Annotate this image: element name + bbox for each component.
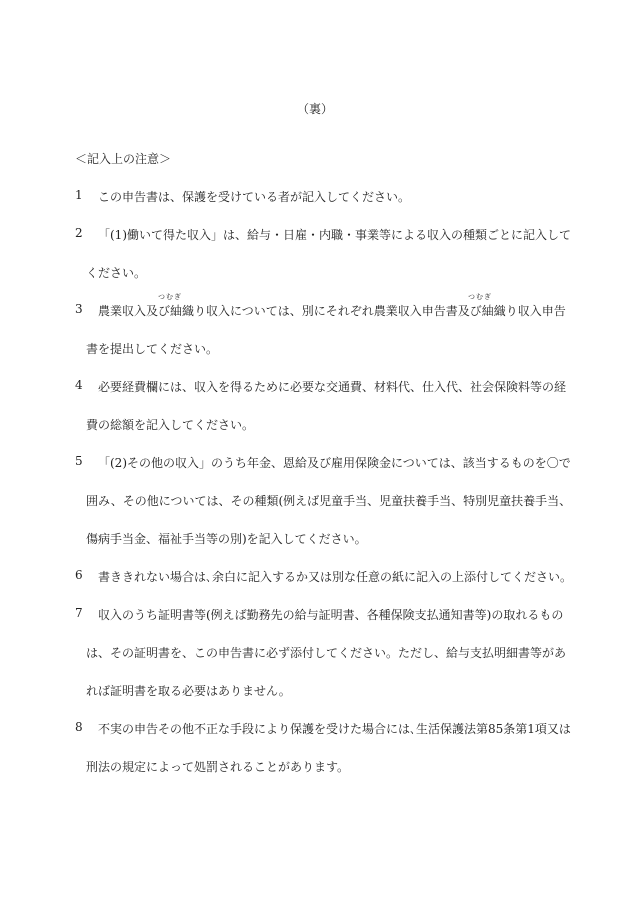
note-5-line-2: 囲み、その他については、その種類(例えば児童手当、児童扶養手当、特別児童扶養手当、	[86, 494, 572, 508]
note-8-number: 8	[75, 720, 83, 734]
note-8-line-1: 不実の申告その他不正な手段により保護を受けた場合には､生活保護法第85条第1項又は	[98, 722, 571, 736]
note-8-line-2: 刑法の規定によって処罰されることがあります。	[86, 760, 350, 774]
note-7-line-3: れば証明書を取る必要はありません。	[86, 684, 291, 698]
note-4-line-2: 費の総額を記入してください。	[86, 418, 255, 432]
note-3-ruby-2: つむぎ	[468, 293, 492, 301]
note-5-line-3: 傷病手当金、福祉手当等の別)を記入してください。	[86, 532, 367, 546]
note-7-line-2: は、その証明書を、この申告書に必ず添付してください。ただし、給与支払明細書等があ	[86, 646, 567, 660]
note-7-number: 7	[75, 606, 83, 620]
notes-heading: ＜記入上の注意＞	[75, 152, 172, 166]
note-5-number: 5	[75, 454, 83, 468]
note-6-line-1: 書ききれない場合は､余白に記入するか又は別な任意の紙に記入の上添付してください。	[98, 570, 573, 584]
note-2-line-1: 「(1)働いて得た収入」は、給与・日雇・内職・事業等による収入の種類ごとに記入して	[98, 228, 572, 242]
note-7-line-1: 収入のうち証明書等(例えば勤務先の給与証明書、各種保険支払通知書等)の取れるもの	[98, 608, 564, 622]
note-3-line-2: 書を提出してください。	[86, 342, 219, 356]
note-3-number: 3	[75, 302, 83, 316]
note-4-number: 4	[75, 378, 83, 392]
note-1-number: 1	[75, 188, 83, 202]
note-2-number: 2	[75, 226, 83, 240]
note-2-line-2: ください。	[86, 266, 147, 280]
note-3-line-1: 農業収入及び紬織り収入については、別にそれぞれ農業収入申告書及び紬織り収入申告	[98, 304, 566, 318]
note-4-line-1: 必要経費欄には、収入を得るために必要な交通費、材料代、仕入代、社会保険料等の経	[98, 380, 567, 394]
back-side-mark: （裏）	[296, 102, 333, 116]
note-6-number: 6	[75, 568, 83, 582]
note-3-ruby-1: つむぎ	[158, 293, 182, 301]
note-1-line-1: この申告書は、保護を受けている者が記入してください。	[98, 190, 411, 204]
note-5-line-1: 「(2)その他の収入」のうち年金、恩給及び雇用保険金については、該当するものを〇で	[98, 456, 571, 470]
